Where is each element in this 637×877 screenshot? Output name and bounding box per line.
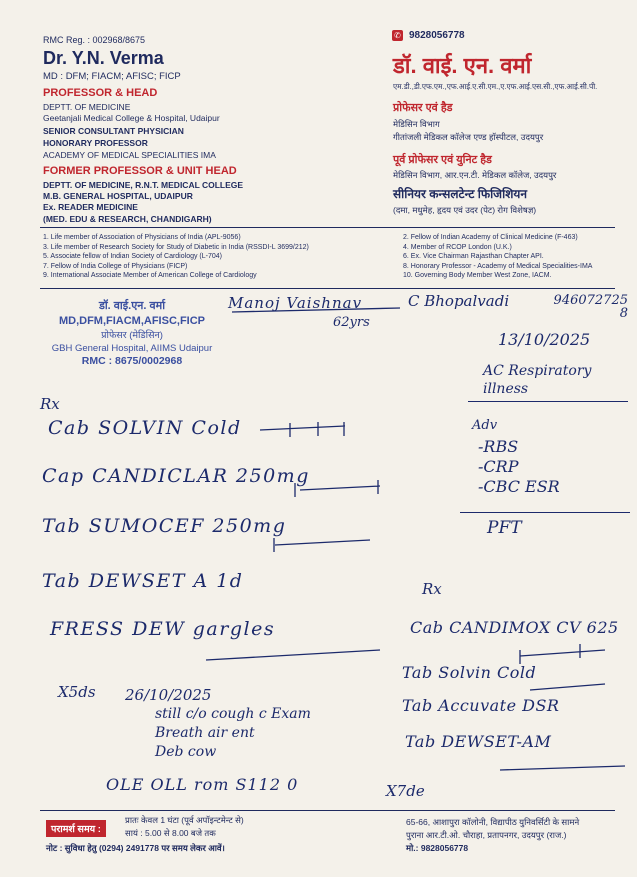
degrees-hindi: एम.डी.,डी.एफ.एम.,एफ.आई.ए.सी.एम.,ए.एफ.आई.एस.सी.,एफ.आई.सी.पी. — [393, 82, 598, 91]
dose-mark-1 — [260, 422, 345, 437]
academy-line: ACADEMY OF MEDICAL SPECIALITIES IMA — [43, 150, 216, 160]
investigation-3: -CBC ESR — [478, 477, 560, 496]
membership-item: 10. Governing Body Member West Zone, IACM. — [403, 272, 552, 280]
medicine-5: FRESS DEW gargles — [50, 618, 276, 640]
membership-item: 5. Associate fellow of Indian Society of Cardiology (L-704) — [43, 253, 222, 261]
duration-1: X5ds — [58, 683, 96, 701]
membership-item: 7. Fellow of India College of Physicians (FICP) — [43, 262, 188, 270]
specialities-hindi: (दमा, मधुमेह, हृदय एवं उदर (पेट) रोग विशेषज्ञ) — [393, 205, 537, 215]
honorary-line: HONORARY PROFESSOR — [43, 138, 148, 148]
medicine2-3: Tab Accuvate DSR — [402, 696, 560, 715]
timing-label: परामर्श समय : — [46, 820, 106, 837]
patient-address: C Bhopalvadi — [408, 292, 510, 310]
patient-phone: 9460727258 — [553, 293, 628, 321]
investigation-divider — [460, 512, 630, 513]
footer-address: 65-66, आशापुरा कॉलोनी, विद्यापीठ युनिवर्सिटी के सामने पुराना आर.टी.ओ. चौराहा, प्रतापनगर, उदयपुर (राज.) — [406, 817, 580, 840]
doctor-stamp — [42, 298, 222, 367]
pft-test: PFT — [487, 518, 522, 538]
phone-number: 9828056778 — [409, 30, 465, 41]
current-title-hindi: प्रोफेसर एवं हैड — [393, 102, 453, 114]
advice-label: Adv — [472, 418, 498, 433]
timing-evening: सायं : 5.00 से 8.00 बजे तक — [125, 828, 216, 838]
memberships-divider — [40, 288, 615, 289]
membership-item: 6. Ex. Vice Chairman Rajasthan Chapter API. — [403, 253, 544, 261]
current-title: PROFESSOR & HEAD — [43, 87, 158, 99]
membership-item: 4. Member of RCOP London (U.K.) — [403, 243, 512, 251]
doctor-degrees: MD : DFM; FIACM; AFISC; FICP — [43, 71, 181, 82]
footer-divider — [40, 810, 615, 811]
stamp-rmc: RMC : 8675/0002968 — [81, 355, 183, 367]
former-details: DEPTT. OF MEDICINE, R.N.T. MEDICAL COLLEGE M.B. GENERAL HOSPITAL, UDAIPUR Ex. READER MEDICINE (MED. EDU & RESEARCH, CHANDIGARH) — [43, 180, 244, 224]
stamp-degrees: MD,DFM,FIACM,AFISC,FICP — [58, 315, 206, 327]
senior-physician-hindi: सीनियर कन्सलटेन्ट फिजिशियन — [393, 187, 527, 201]
visit-date: 13/10/2025 — [498, 330, 591, 349]
former-title: FORMER PROFESSOR & UNIT HEAD — [43, 165, 237, 177]
investigation-1: -RBS — [478, 437, 519, 456]
complaint-divider — [468, 401, 628, 402]
stamp-title-hindi: प्रोफेसर (मेडिसिन) — [101, 330, 163, 341]
footer-note: नोट : सुविधा हेतु (0294) 2491778 पर समय लेकर आवें। — [46, 843, 225, 853]
medicine2-1: Cab CANDIMOX CV 625 — [410, 618, 619, 637]
followup-note: still c/o cough c Exam Breath air ent Deb cow — [155, 706, 311, 760]
stamp-hospital: GBH General Hospital, AIIMS Udaipur — [51, 343, 213, 354]
membership-item: 3. Life member of Research Society for Study of Diabetic in India (RSSDI-L 3699/212) — [43, 243, 309, 251]
membership-item: 1. Life member of Association of Physicians of India (APL-9056) — [43, 234, 241, 241]
dose-mark-rx2-2 — [530, 684, 605, 690]
underline-rx2-end — [500, 766, 625, 770]
former-title-hindi: पूर्व प्रोफेसर एवं युनिट हैड — [393, 154, 492, 166]
medicine-3: Tab SUMOCEF 250mg — [42, 515, 287, 537]
doctor-name: Dr. Y.N. Verma — [43, 48, 164, 68]
former-details-hindi: मेडिसिन विभाग, आर.एन.टी. मेडिकल कॉलेज, उदयपुर — [393, 170, 557, 180]
membership-item: 2. Fellow of Indian Academy of Clinical Medicine (F-463) — [403, 234, 578, 241]
memberships-right — [403, 233, 592, 281]
patient-name: Manoj Vaishnav — [228, 294, 363, 312]
duration-2: X7de — [386, 782, 425, 800]
header-divider — [40, 227, 615, 228]
rx2-symbol: Rx — [422, 580, 442, 598]
membership-item: 8. Honorary Professor - Academy of Medical Specialities-IMA — [403, 262, 593, 270]
investigation-2: -CRP — [478, 457, 519, 476]
timing-morning: प्रातः केवल 1 घंटा (पूर्व अपॉइन्टमेन्ट से) — [125, 815, 244, 825]
footer-mobile: मो.: 9828056778 — [406, 843, 469, 853]
stamp-name-hindi: डॉ. वाई.एन. वर्मा — [98, 300, 166, 312]
medicine-2: Cap CANDICLAR 250mg — [42, 465, 310, 487]
dose-mark-3 — [274, 538, 370, 552]
dose-mark-rx2-1 — [520, 644, 605, 664]
patient-age: 62yrs — [333, 315, 370, 330]
membership-item: 9. International Associate Member of American College of Cardiology — [43, 272, 257, 280]
followup-date: 26/10/2025 — [125, 686, 212, 704]
medicine2-4: Tab DEWSET-AM — [405, 732, 552, 751]
rx-symbol: Rx — [40, 395, 60, 413]
underline-gargle — [206, 650, 380, 660]
phone-icon: ✆ — [392, 30, 403, 41]
current-details-hindi: मेडिसिन विभाग गीतांजली मेडिकल कॉलेज एण्ड हॉस्पीटल, उदयपुर — [393, 119, 544, 142]
senior-line: SENIOR CONSULTANT PHYSICIAN — [43, 126, 184, 136]
current-details: DEPTT. OF MEDICINE Geetanjali Medical College & Hospital, Udaipur — [43, 102, 220, 123]
chief-complaint: AC Respiratory illness — [483, 363, 592, 397]
memberships-left — [43, 233, 309, 281]
medicine2-2: Tab Solvin Cold — [402, 663, 537, 682]
medicine-4: Tab DEWSET A 1d — [42, 570, 244, 592]
rmc-reg: RMC Reg. : 002968/8675 — [43, 35, 146, 45]
bottom-note: OLE OLL rom S112 0 — [106, 775, 299, 794]
medicine-1: Cab SOLVIN Cold — [48, 417, 242, 439]
doctor-name-hindi: डॉ. वाई. एन. वर्मा — [393, 53, 532, 78]
